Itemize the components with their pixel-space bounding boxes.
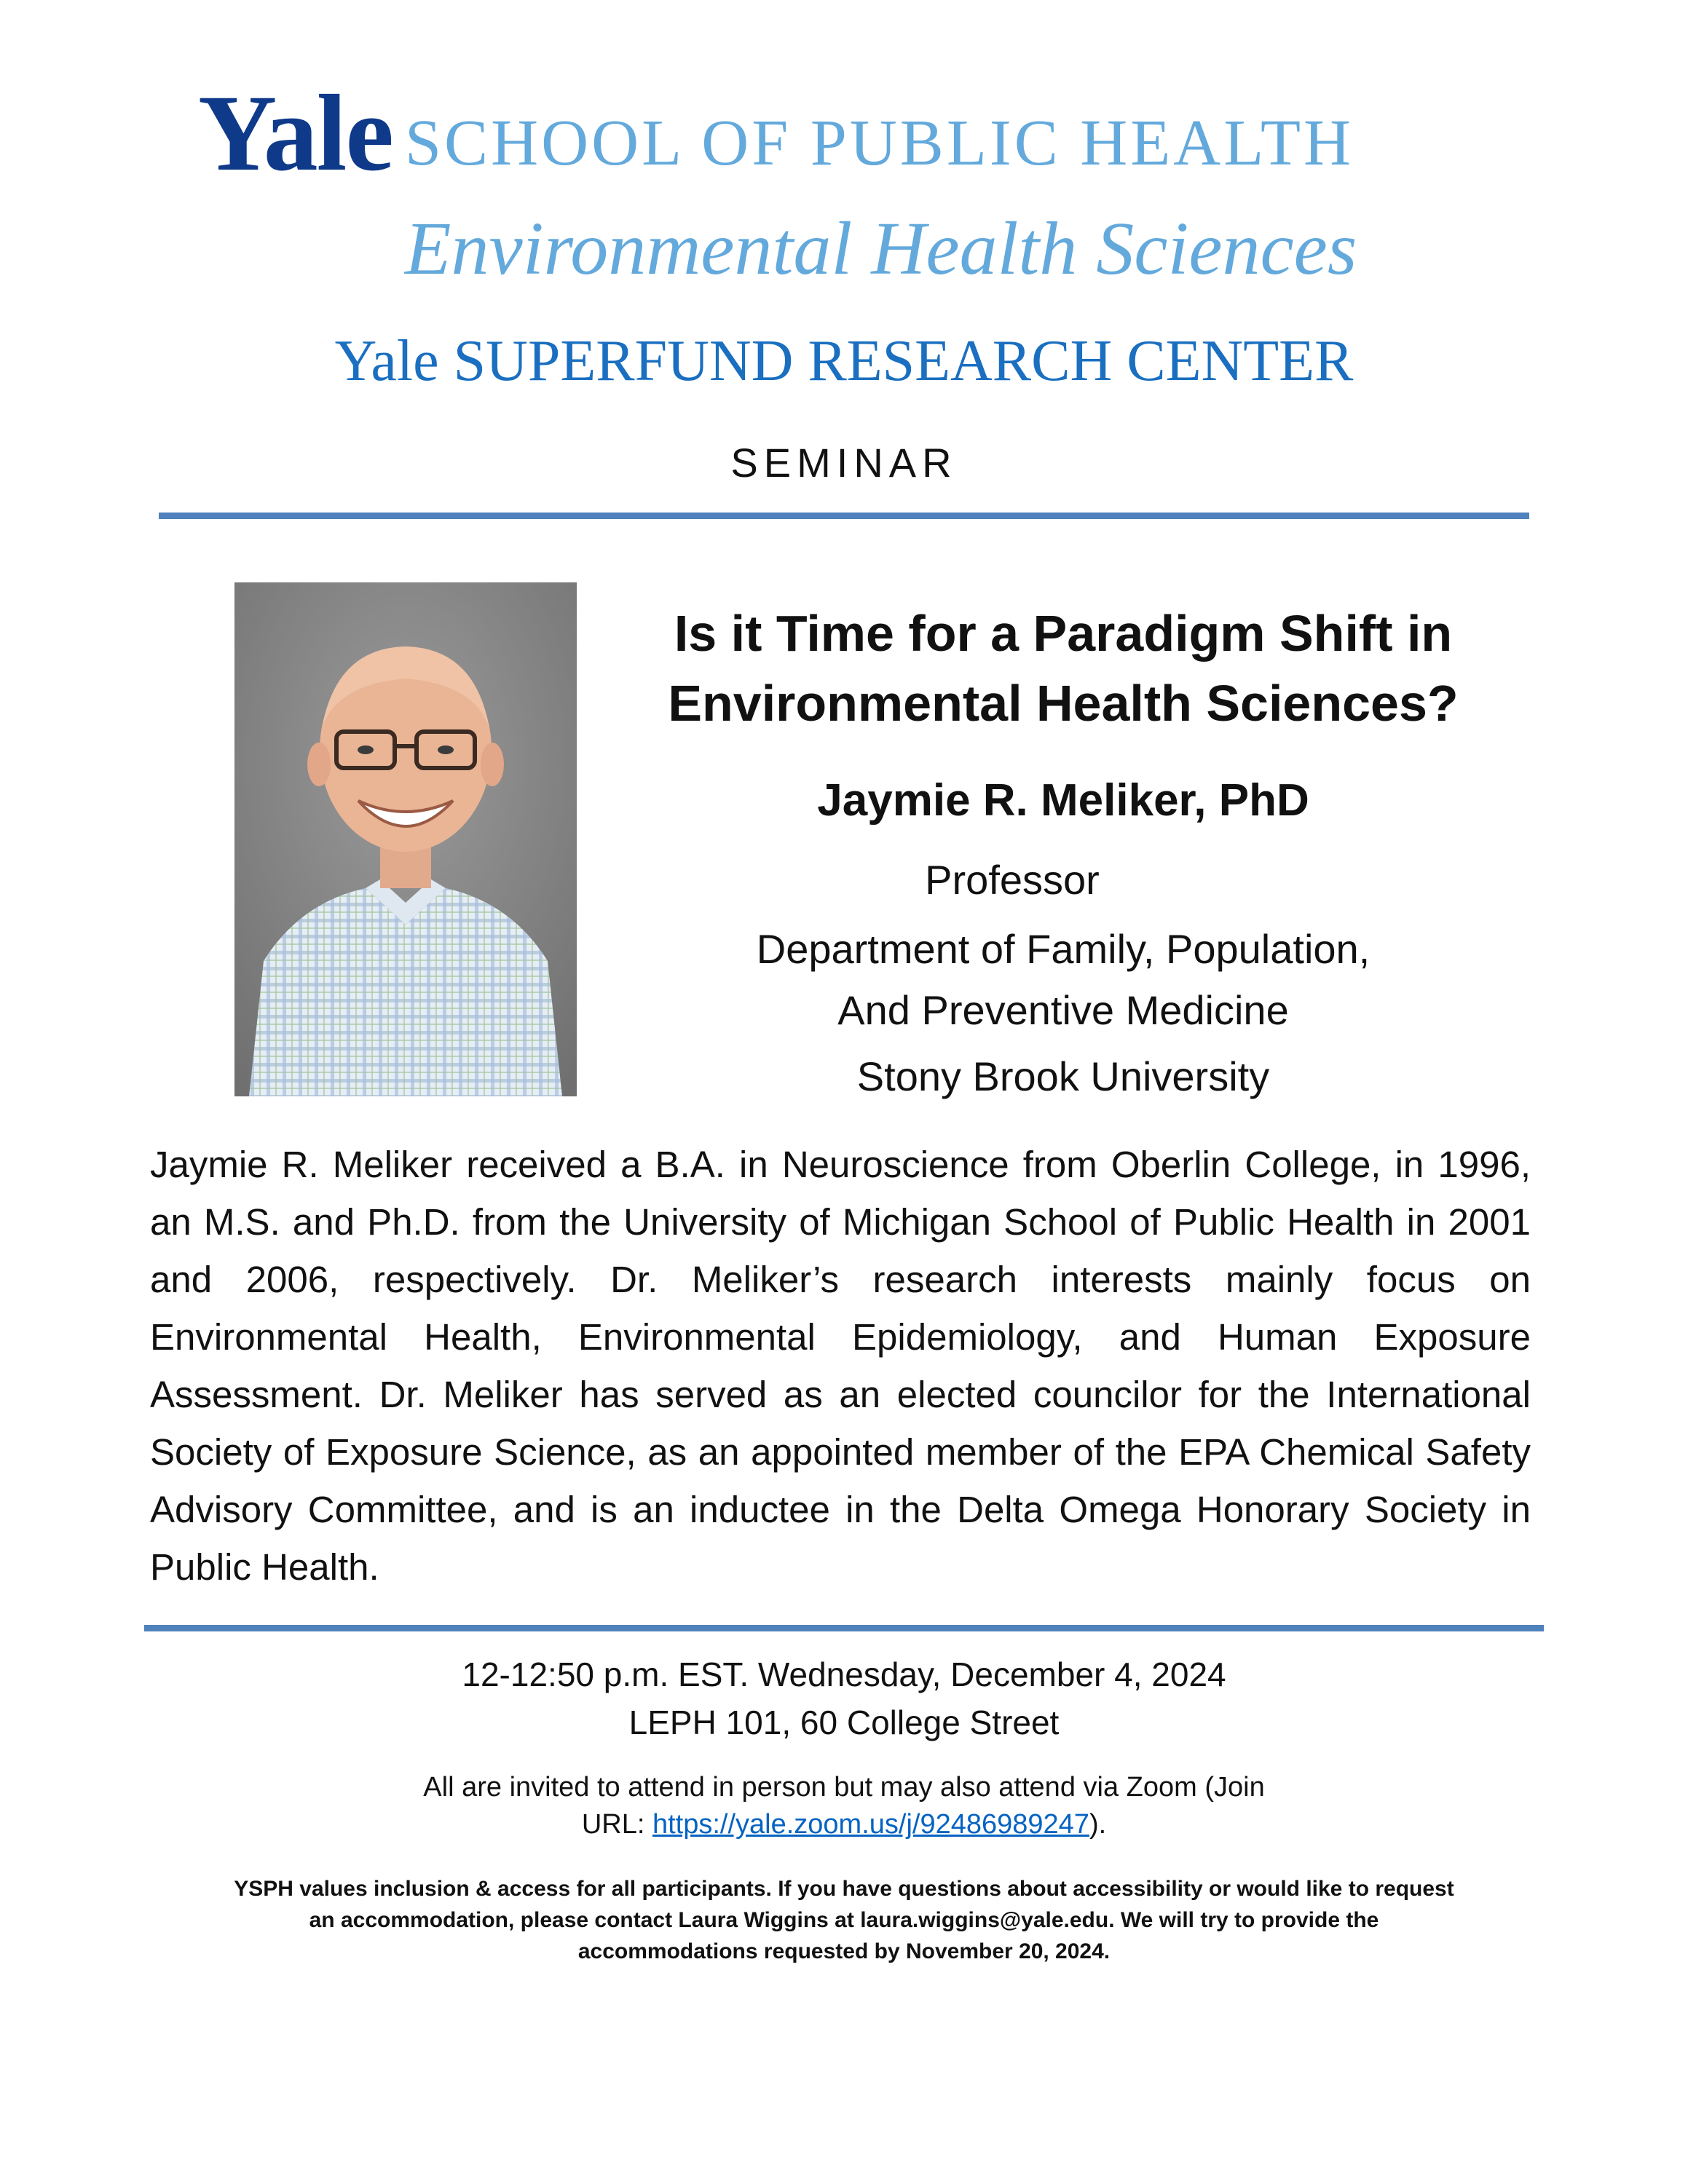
speaker-position: Professor	[925, 857, 1100, 903]
zoom-link[interactable]: https://yale.zoom.us/j/92486989247	[652, 1809, 1089, 1840]
accessibility-line-1: YSPH values inclusion & access for all participants. If you have questions about accessibility or would like to request	[234, 1877, 1454, 1901]
speaker-department	[583, 919, 1544, 1041]
talk-title-line-1: Is it Time for a Paradigm Shift in	[674, 605, 1453, 662]
speaker-department-line-2: And Preventive Medicine	[837, 987, 1289, 1033]
url-suffix: ).	[1089, 1809, 1107, 1840]
yale-wordmark: Yale	[198, 73, 393, 194]
top-divider	[159, 513, 1529, 519]
school-name: SCHOOL OF PUBLIC HEALTH	[405, 107, 1354, 179]
department-name: Environmental Health Sciences	[405, 207, 1357, 290]
speaker-name: Jaymie R. Meliker, PhD	[817, 775, 1309, 826]
speaker-photo	[234, 582, 577, 1096]
speaker-university: Stony Brook University	[856, 1053, 1270, 1099]
url-prefix: URL:	[581, 1809, 652, 1840]
talk-title	[583, 598, 1544, 738]
speaker-bio: Jaymie R. Meliker received a B.A. in Neuroscience from Oberlin College, in 1996, an M.S. and Ph.D. from the University of Michigan School of Public Health in 2001 and 2006, respectively. Dr. Meliker’s research interests mainly focus on Environmental Health, Environmental Epidemiology, and Human Exposure Assessment. Dr. Meliker has served as an elected councilor for the International Society of Exposure Science, as an appointed member of the EPA Chemical Safety Advisory Committee, and is an inductee in the Delta Omega Honorary Society in Public Health.	[150, 1144, 1531, 1588]
accessibility-line-2: an accommodation, please contact Laura Wiggins at laura.wiggins@yale.edu. We will try to provide the	[309, 1907, 1379, 1932]
zoom-invitation	[0, 1769, 1688, 1844]
accessibility-notice	[146, 1874, 1542, 1968]
event-location: LEPH 101, 60 College Street	[628, 1704, 1060, 1741]
talk-title-line-2: Environmental Health Sciences?	[668, 675, 1459, 732]
event-type: SEMINAR	[730, 440, 958, 486]
bottom-divider	[144, 1625, 1544, 1631]
center-name: Yale SUPERFUND RESEARCH CENTER	[334, 329, 1354, 393]
invite-line-1: All are invited to attend in person but may also attend via Zoom (Join	[423, 1772, 1265, 1803]
invite-line-2	[0, 1806, 1688, 1843]
accessibility-line-3: accommodations requested by November 20, 2024.	[577, 1939, 1111, 1963]
speaker-department-line-1: Department of Family, Population,	[756, 926, 1370, 972]
event-time: 12-12:50 p.m. EST. Wednesday, December 4, 2024	[462, 1655, 1226, 1693]
